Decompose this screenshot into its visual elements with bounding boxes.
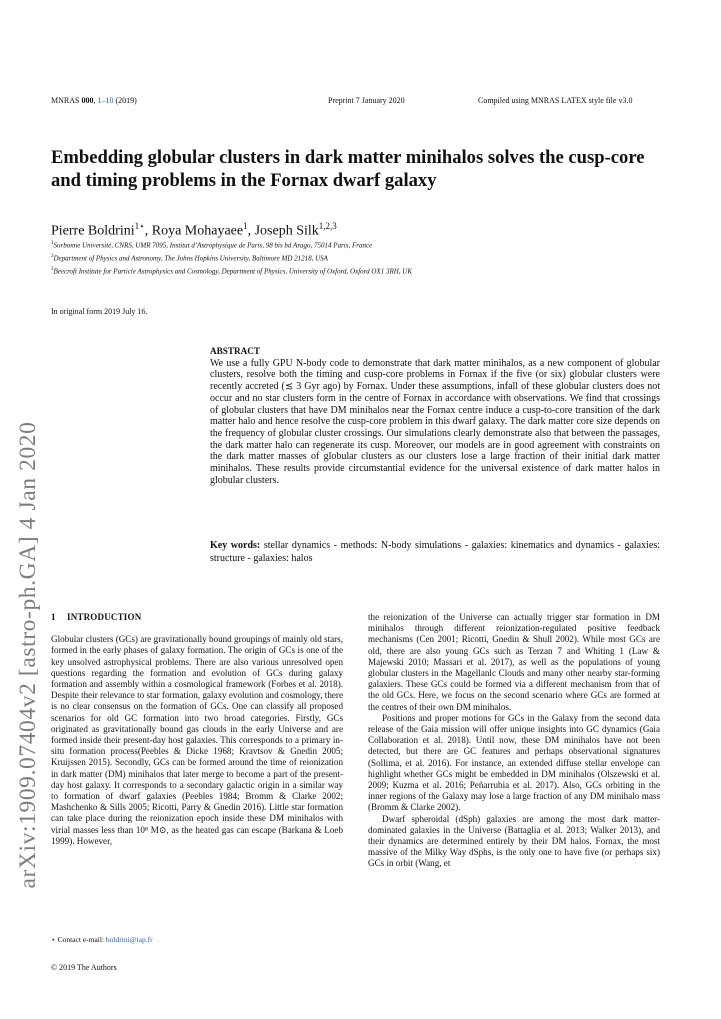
preprint-date: Preprint 7 January 2020 bbox=[328, 96, 405, 105]
author-affiliation-mark: 1,2,3 bbox=[318, 221, 337, 231]
author-list bbox=[51, 221, 337, 240]
author-name: , Joseph Silk bbox=[247, 223, 319, 239]
footnote bbox=[51, 935, 153, 944]
page-range-link[interactable]: 1–10 bbox=[97, 96, 114, 105]
email-link[interactable]: boldrini@iap.fr bbox=[105, 935, 153, 944]
abstract-heading: ABSTRACT bbox=[210, 346, 261, 356]
paragraph: Globular clusters (GCs) are gravitationally bound groupings of mainly old stars, formed in the early phases of galaxy formation. The origin of GCs is one of the key unsolved astrophysical problems. There are also various unresolved open questions regarding the formation and evolution of GCs during galaxy formation and assembly within a cosmological framework (Forbes et al. 2018). Despite their relevance to star formation, galaxy evolution and cosmology, there is no clear consensus on the formation of GCs. One can classify all proposed scenarios for old GC formation into two broad categories. Firstly, GCs originated as gravitationally bound gas clouds in the early Universe and are formed inside their present-day host galaxies. This corresponds to a primary in-situ formation process(Peebles & Dicke 1968; Kravtsov & Gnedin 2005; Kruijssen 2015). Secondly, GCs can be formed around the time of reionization in dark matter (DM) minihalos that later merge to become a part of the present-day host galaxy. It corresponds to a secondary galactic origin in a similar way to formation of dwarf galaxies (Peebles 1984; Bromm & Clarke 2002; Mashchenko & Sills 2005; Ricotti, Parry & Gnedin 2016). Little star formation can take place during the reionization epoch inside these DM minihalos with virial masses less than 10⁸ M⊙, as the heated gas can escape (Barkana & Loeb 1999). However, bbox=[51, 634, 343, 846]
journal-year: (2019) bbox=[115, 96, 137, 105]
affiliation-3 bbox=[51, 267, 412, 275]
journal-volume: 000 bbox=[81, 96, 94, 105]
received-date: In original form 2019 July 16. bbox=[51, 307, 148, 316]
author-affiliation-mark: 1⋆ bbox=[134, 221, 145, 231]
affiliation-number: 2 bbox=[51, 254, 54, 259]
journal-name: MNRAS bbox=[51, 96, 80, 105]
paragraph: the reionization of the Universe can actually trigger star formation in DM minihalos through different reionization-regulated positive feedback mechanisms (Cen 2001; Ricotti, Gnedin & Shull 2002). While most GCs are old, there are also young GCs such as Terzan 7 and Whiting 1 (Law & Majewski 2010; Massari et al. 2017), as well as the populations of young globular clusters in the Magellanlc Clouds and many other nearby star-forming galaxiers. These GCs could be formed via a different mechanism from that of the old GCs. Here, we focus on the second scenario where GCs are formed at the centres of their own DM minihalos. bbox=[368, 612, 660, 712]
arxiv-stamp bbox=[15, 421, 55, 889]
abstract-text: We use a fully GPU N-body code to demonstrate that dark matter minihalos, as a new component of globular clusters, resolve both the timing and cusp-core problems in Fornax if the five (or six) globular clusters were recently accreted (≲ 3 Gyr ago) by Fornax. Under these assumptions, infall of these globular clusters does not occur and no star clusters form in the centre of Fornax in accordance with observations. We find that crossings of globular clusters that have DM minihalos near the Fornax centre induce a cusp-to-core transition of the dark matter halo and hence resolve the cusp-core problem in this dwarf galaxy. The dark matter core size depends on the frequency of globular cluster crossings. Our simulations clearly demonstrate also that between the passages, the dark matter halo can regenerate its cusp. Moreover, our models are in good agreement with constraints on the dark matter masses of globular clusters as our clusters lose a large fraction of their initial dark matter minihalos. These results provide circumstantial evidence for the universal existence of dark matter halos in globular clusters. bbox=[210, 357, 660, 486]
copyright: © 2019 The Authors bbox=[51, 963, 117, 972]
affiliation-number: 3 bbox=[51, 267, 54, 272]
journal-header: MNRAS 000, 1–10 (2019) bbox=[51, 96, 137, 105]
affiliation-1 bbox=[51, 241, 372, 249]
keywords-label: Key words: bbox=[210, 540, 261, 551]
affiliation-text: Sorbonne Université, CNRS, UMR 7095, Institut d’Astrophysique de Paris, 98 bis bd Arago, 75014 Paris, France bbox=[53, 241, 373, 250]
right-column bbox=[368, 612, 660, 870]
footnote-label: Contact e-mail: bbox=[57, 935, 106, 944]
section-heading bbox=[51, 612, 343, 623]
paragraph: Dwarf spheroidal (dSph) galaxies are among the most dark matter-dominated galaxies in the Universe (Battaglia et al. 2013; Walker 2013), and their dynamics are determined entirely by their DM halos. Fornax, the most massive of the Milky Way dSphs, is the only one to have five (or perhaps six) GCs in orbit (Wang, et bbox=[368, 813, 660, 869]
author-name: , Roya Mohayaee bbox=[144, 223, 244, 239]
paragraph: Positions and proper motions for GCs in the Galaxy from the second data release of the Gaia mission will offer unique insights into GC dynamics (Gaia Collaboration et al. 2018). Until now, these DM minihalos have not been detected, but there are GC features and perhaps observational signatures (Sollima, et al. 2016). For instance, an extended diffuse stellar envelope can highlight whether GCs might be embedded in DM minihalos (Olszewski et al. 2009; Kuzma et al. 2016; Peñarrubia et al. 2017). Also, GCs orbiting in the inner regions of the Galaxy may lose a large fraction of any DM minihalo mass (Bromm & Clarke 2002). bbox=[368, 712, 660, 813]
footnote-mark: ⋆ bbox=[51, 935, 56, 944]
left-column bbox=[51, 612, 343, 847]
paper-title: Embedding globular clusters in dark matter minihalos solves the cusp-core and timing problems in the Fornax dwarf galaxy bbox=[51, 147, 645, 191]
keywords-text: stellar dynamics - methods: N-body simulations - galaxies: kinematics and dynamics - galaxies: structure - galaxies: halos bbox=[210, 540, 660, 564]
author-name: Pierre Boldrini bbox=[51, 223, 135, 239]
affiliation-number: 1 bbox=[51, 241, 54, 246]
affiliation-2 bbox=[51, 254, 328, 262]
keywords bbox=[210, 539, 660, 565]
affiliation-text: Department of Physics and Astronomy, The Johns Hopkins University, Baltimore MD 21218, USA bbox=[53, 254, 328, 263]
arxiv-identifier: arXiv:1909.07404v2 [astro-ph.GA] 4 Jan 2020 bbox=[15, 421, 41, 889]
section-title: INTRODUCTION bbox=[67, 612, 142, 622]
affiliation-text: Beecroft Institute for Particle Astrophysics and Cosmology, Department of Physics, University of Oxford, Oxford OX1 3RH, UK bbox=[53, 267, 413, 276]
compiled-note: Compiled using MNRAS LATEX style file v3.0 bbox=[478, 96, 633, 105]
section-number: 1 bbox=[51, 612, 56, 622]
abstract bbox=[210, 346, 660, 486]
author-affiliation-mark: 1 bbox=[243, 221, 248, 231]
